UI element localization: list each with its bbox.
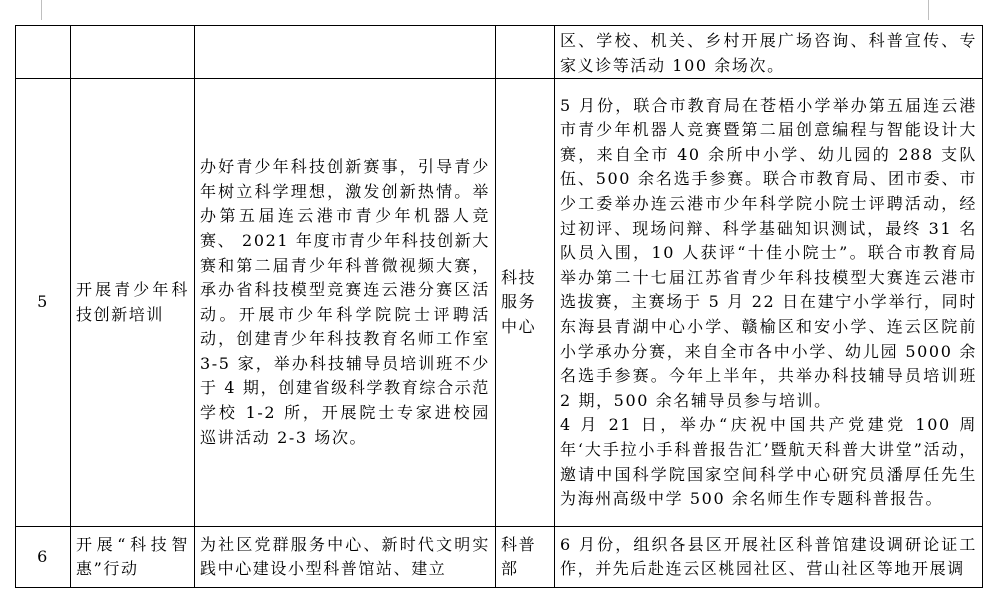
progress-cell: 6 月份，组织各县区开展社区科普馆建设调研论证工作，并先后赴连云区桃园社区、营山社区等地开展调 xyxy=(555,527,983,588)
progress-cell xyxy=(555,79,983,527)
task-target-cell: 为社区党群服务中心、新时代文明实践中心建设小型科普馆站、建立 xyxy=(195,527,496,588)
department-cell: 科技服务中心 xyxy=(496,79,555,527)
progress-paragraph: 5 月份，联合市教育局在苍梧小学举办第五届连云港市青少年机器人竞赛暨第二届创意编程与智能设计大赛，来自全市 40 余所中小学、幼儿园的 288 支队伍、500 余名选手参赛。联合市教育局、团市委、市少工委举办连云港市少年科学院小院士评聘活动，经过初评、现场问辩、科学基础知识测试，最终 31 名队员入围，10 人获评“十佳小院士”。联合市教育局举办第二十七届江苏省青少年科技模型大赛连云港市选拔赛，主赛场于 5 月 22 日在建宁小学举行，同时东海县青湖中心小学、赣榆区和安小学、连云区院前小学承办分赛，来自全市各中小学、幼儿园 5000 余名选手参赛。今年上半年，共举办科技辅导员培训班 2 期，500 余名辅导员参与培训。 xyxy=(560,95,977,410)
progress-paragraph: 4 月 21 日，举办“庆祝中国共产党建党 100 周年‘大手拉小手科普报告汇’暨航天科普大讲堂”活动，邀请中国科学院国家空间科学中心研究员潘厚任先生为海州高级中学 500 余名师生作专题科普报告。 xyxy=(560,415,977,509)
page-corner-mark-right xyxy=(928,0,929,20)
table-row xyxy=(16,79,983,527)
page-corner-mark-left xyxy=(41,0,42,20)
task-name-cell: 开展“科技智惠”行动 xyxy=(71,527,195,588)
work-progress-table xyxy=(15,25,983,588)
row-number-cell: 5 xyxy=(16,79,71,527)
row-number-cell: 6 xyxy=(16,527,71,588)
task-target-cell xyxy=(195,26,496,79)
department-cell: 科普部 xyxy=(496,527,555,588)
department-cell xyxy=(496,26,555,79)
task-target-cell: 办好青少年科技创新赛事，引导青少年树立科学理想，激发创新热情。举办第五届连云港市青少年机器人竞赛、 2021 年度市青少年科技创新大赛和第二届青少年科普微视频大赛，承办省科技模型竞赛连云港分赛区活动。开展市少年科学院院士评聘活动，创建青少年科技教育名师工作室 3-5 家，举办科技辅导员培训班不少于 4 期，创建省级科学教育综合示范学校 1-2 所，开展院士专家进校园巡讲活动 2-3 场次。 xyxy=(195,79,496,527)
table-row xyxy=(16,26,983,79)
row-number-cell xyxy=(16,26,71,79)
task-name-cell xyxy=(71,26,195,79)
task-name-cell: 开展青少年科技创新培训 xyxy=(71,79,195,527)
progress-cell: 区、学校、机关、乡村开展广场咨询、科普宣传、专家义诊等活动 100 余场次。 xyxy=(555,26,983,79)
table-row xyxy=(16,527,983,588)
